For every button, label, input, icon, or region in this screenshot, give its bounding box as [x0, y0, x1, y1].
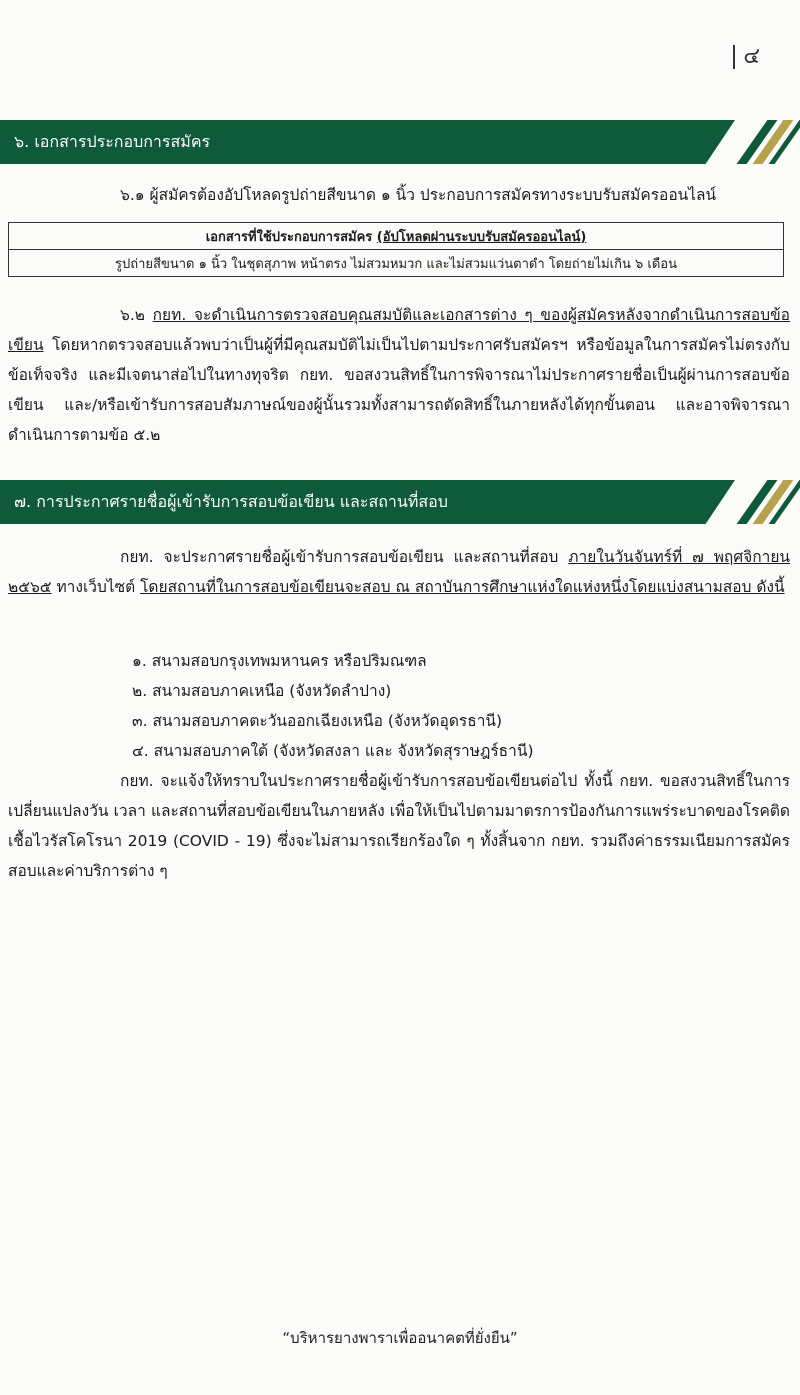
page-number-value: ๔: [743, 44, 760, 69]
section-6-paragraph-2: [8, 300, 790, 450]
paragraph-number: ๖.๒: [120, 306, 153, 324]
list-item: ๔. สนามสอบภาคใต้ (จังหวัดสงลา และ จังหวัดสุราษฎร์ธานี): [132, 742, 534, 760]
documents-table: [8, 222, 784, 277]
section-7-title: ๗. การประกาศรายชื่อผู้เข้ารับการสอบข้อเขียน และสถานที่สอบ: [14, 492, 448, 511]
page-number: [733, 38, 760, 73]
table-header-cell: [9, 223, 784, 250]
table-row: [9, 250, 784, 277]
section-7-paragraph-1: [8, 542, 790, 602]
paragraph-underlined-text: กยท. จะดำเนินการตรวจสอบคุณสมบัติและเอกสารต่าง ๆ ของผู้สมัครหลังจากดำเนินการสอบข้อเขียน: [8, 306, 790, 354]
paragraph-text: ทางเว็บไซต์: [51, 578, 141, 596]
footer-slogan: “บริหารยางพาราเพื่ออนาคตที่ยั่งยืน”: [282, 1329, 518, 1347]
table-header-underlined: (อัปโหลดผ่านระบบรับสมัครออนไลน์): [376, 229, 587, 245]
table-header-row: [9, 223, 784, 250]
section-6-paragraph-1: ๖.๑ ผู้สมัครต้องอัปโหลดรูปถ่ายสีขนาด ๑ นิ้ว ประกอบการสมัครทางระบบรับสมัครออนไลน์: [120, 186, 717, 204]
list-item: ๓. สนามสอบภาคตะวันออกเฉียงเหนือ (จังหวัดอุดรธานี): [132, 712, 503, 730]
list-item: ๒. สนามสอบภาคเหนือ (จังหวัดลำปาง): [132, 682, 392, 700]
section-6-banner: [0, 120, 800, 164]
table-header-text: เอกสารที่ใช้ประกอบการสมัคร: [205, 229, 377, 245]
list-item: ๑. สนามสอบกรุงเทพมหานคร หรือปริมณฑล: [132, 652, 427, 670]
table-cell: รูปถ่ายสีขนาด ๑ นิ้ว ในชุดสุภาพ หน้าตรง ไม่สวมหมวก และไม่สวมแว่นตาดำ โดยถ่ายไม่เกิน ๖ เดือน: [9, 250, 784, 277]
paragraph-text: กยท. จะประกาศรายชื่อผู้เข้ารับการสอบข้อเขียน และสถานที่สอบ: [120, 548, 569, 566]
paragraph-underlined-date: ภายในวันจันทร์ที่ ๗ พฤศจิกายน ๒๕๖๕: [8, 548, 791, 596]
paragraph-text: โดยหากตรวจสอบแล้วพบว่าเป็นผู้ที่มีคุณสมบัติไม่เป็นไปตามประกาศรับสมัครฯ หรือข้อมูลในการสมัครไม่ตรงกับข้อเท็จจริง และมีเจตนาส่อไปในทางทุจริต กยท. ขอสงวนสิทธิ์ในการพิจารณาไม่ประกาศรายชื่อเป็นผู้ผ่านการสอบข้อเขียน และ/หรือเข้ารับการสอบสัมภาษณ์ของผู้นั้นรวมทั้งสามารถตัดสิทธิ์ในภายหลังได้ทุกขั้นตอน และอาจพิจารณาดำเนินการตามข้อ ๕.๒: [8, 336, 790, 444]
section-7-paragraph-2: กยท. จะแจ้งให้ทราบในประกาศรายชื่อผู้เข้ารับการสอบข้อเขียนต่อไป ทั้งนี้ กยท. ขอสงวนสิทธิ์ในการเปลี่ยนแปลงวัน เวลา และสถานที่สอบข้อเขียนในภายหลัง เพื่อให้เป็นไปตามมาตรการป้องกันการแพร่ระบาดของโรคติดเชื้อไวรัสโคโรนา 2019 (COVID - 19) ซึ่งจะไม่สามารถเรียกร้องใด ๆ ทั้งสิ้นจาก กยท. รวมถึงค่าธรรมเนียมการสมัครสอบและค่าบริการต่าง ๆ: [8, 772, 790, 880]
paragraph-underlined-text: โดยสถานที่ในการสอบข้อเขียนจะสอบ ณ สถาบันการศึกษาแห่งใดแห่งหนึ่งโดยแบ่งสนามสอบ ดังนี้: [140, 578, 785, 596]
page-number-divider: [733, 45, 735, 69]
section-6-title: ๖. เอกสารประกอบการสมัคร: [14, 132, 211, 151]
section-7-banner: [0, 480, 800, 524]
